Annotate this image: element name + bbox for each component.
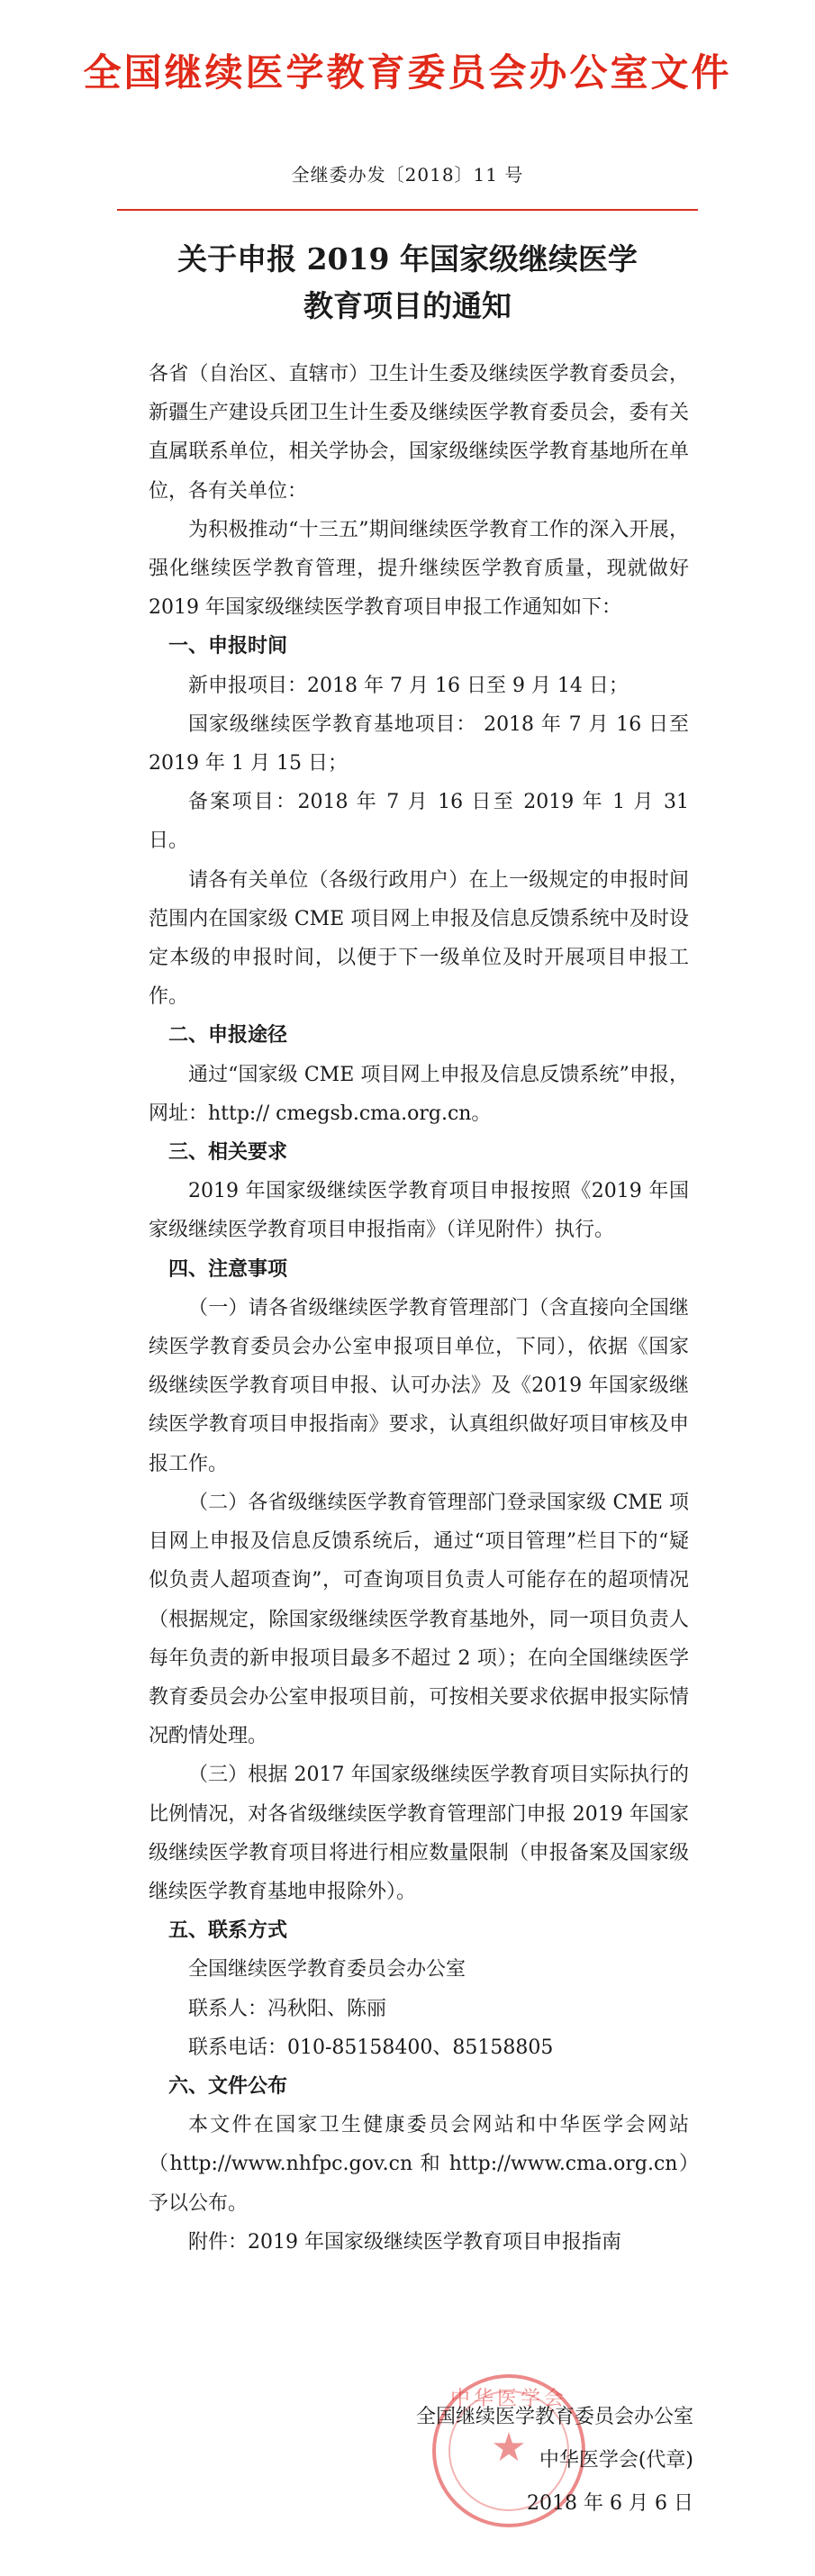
channel-paragraph: 通过“国家级 CME 项目网上申报及信息反馈系统”申报，网址：http:// cmegsb.cma.org.cn。 [149,1063,689,1125]
contact-phone: 联系电话：010-85158400、85158805 [188,2036,554,2059]
timing-instruction: 请各有关单位（各级行政用户）在上一级规定的申报时间范围内在国家级 CME 项目网上申报及信息反馈系统中及时设定本级的申报时间，以便于下一级单位及时开展项目申报工作。 [149,868,689,1009]
masthead-title: 全国继续医学教育委员会办公室文件 [83,50,732,95]
attachment-line: 附件：2019 年国家级继续医学教育项目申报指南 [188,2230,621,2254]
seal-text: 中华医学会 [449,2388,567,2410]
section-heading-publication: 六、文件公布 [168,2073,288,2098]
timing-filed-projects: 备案项目：2018 年 7 月 16 日至 2019 年 1 月 31 日。 [149,791,689,853]
contact-office: 全国继续医学教育委员会办公室 [188,1958,466,1982]
notes-item-2: （二）各省级继续医学教育管理部门登录国家级 CME 项目网上申报及信息反馈系统后，通过“项目管理”栏目下的“疑似负责人超项查询”，可查询项目负责人可能存在的超项情况（根据规定，除国家级继续医学教育基地外，同一项目负责人每年负责的新申报项目最多不超过 2 项）；在向全国继续医学教育委员会办公室申报项目前，可按相关要求依据申报实际情况酌情处理。 [149,1491,689,1748]
section-heading-timing: 一、申报时间 [168,634,288,658]
signature-org: 全国继续医学教育委员会办公室 [415,2406,693,2428]
addressees: 各省（自治区、直辖市）卫生计生委及继续医学教育委员会，新疆生产建设兵团卫生计生委及继续医学教育委员会，委有关直属联系单位，相关学协会，国家级继续医学教育基地所在单位，各有关单位： [149,363,689,503]
requirements-paragraph: 2019 年国家级继续医学教育项目申报按照《2019 年国家级继续医学教育项目申报指南》（详见附件）执行。 [149,1180,689,1242]
seal-star-icon: ★ [491,2425,527,2471]
notes-item-1: （一）请各省级继续医学教育管理部门（含直接向全国继续医学教育委员会办公室申报项目单位，下同），依据《国家级继续医学教育项目申报、认可办法》及《2019 年国家级继续医学教育项目申报指南》要求，认真组织做好项目审核及申报工作。 [149,1296,689,1475]
notice-title-line-1: 关于申报 2019 年国家级继续医学 [177,241,638,277]
signature-date: 2018 年 6 月 6 日 [527,2492,693,2515]
signature-seal-org: 中华医学会(代章) [539,2449,693,2472]
notice-title-line-2: 教育项目的通知 [303,288,512,323]
section-heading-channel: 二、申报途径 [168,1023,288,1048]
notice-body [149,355,689,2262]
notice-title [0,236,815,330]
signature-block [342,2396,693,2526]
timing-base-projects: 国家级继续医学教育基地项目： 2018 年 7 月 16 日至 2019 年 1 月 15 日； [149,712,689,776]
notes-item-3: （三）根据 2017 年国家级继续医学教育项目实际执行的比例情况，对各省级继续医学教育管理部门申报 2019 年国家级继续医学教育项目将进行相应数量限制（申报备案及国家级继续医学教育基地申报除外）。 [149,1764,689,1903]
timing-new-projects: 新申报项目：2018 年 7 月 16 日至 9 月 14 日； [188,674,629,697]
intro-paragraph: 为积极推动“十三五”期间继续医学教育工作的深入开展，强化继续医学教育管理，提升继续医学教育质量，现就做好 2019 年国家级继续医学教育项目申报工作通知如下： [149,518,689,620]
publication-paragraph: 本文件在国家卫生健康委员会网站和中华医学会网站（http://www.nhfpc.gov.cn 和 http://www.cma.org.cn）予以公布。 [149,2114,689,2215]
contact-persons: 联系人：冯秋阳、陈丽 [188,1997,387,2020]
red-divider [117,209,698,211]
section-heading-requirements: 三、相关要求 [168,1140,288,1165]
section-heading-notes: 四、注意事项 [168,1256,288,1281]
section-heading-contact: 五、联系方式 [168,1918,288,1943]
document-number: 全继委办发〔2018〕11 号 [291,164,524,186]
